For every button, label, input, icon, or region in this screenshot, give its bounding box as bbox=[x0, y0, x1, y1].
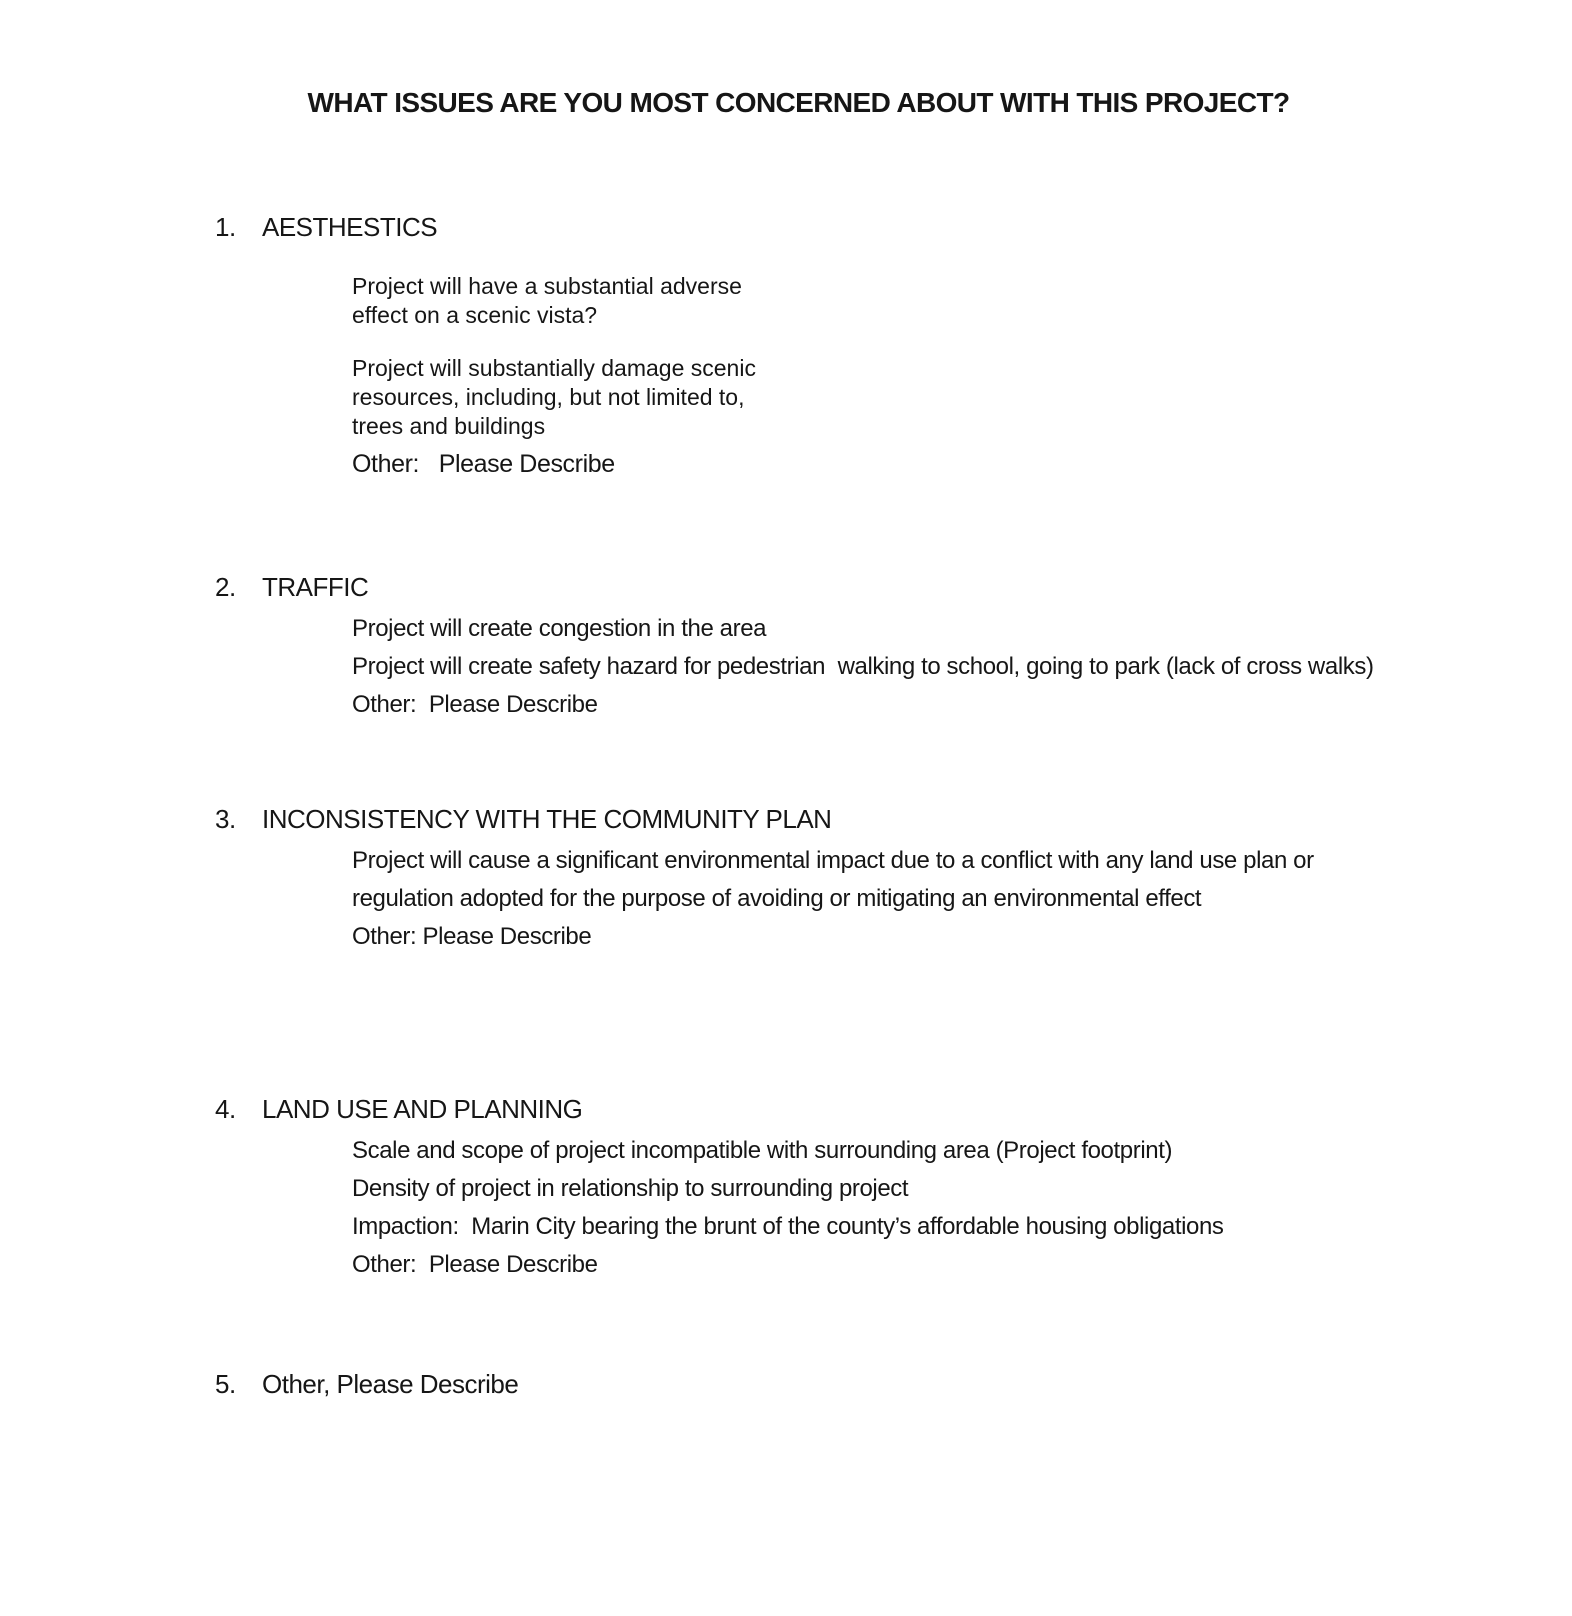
section-other bbox=[215, 1367, 1382, 1401]
section-number: 5. bbox=[215, 1369, 236, 1399]
concern-item: Impaction: Marin City bearing the brunt of the county’s affordable housing obligations bbox=[352, 1213, 1224, 1240]
section-heading: Other, Please Describe bbox=[262, 1369, 519, 1399]
concern-item: Project will create congestion in the area bbox=[352, 615, 767, 642]
section-heading: TRAFFIC bbox=[262, 572, 369, 602]
section-land-use-planning bbox=[215, 1092, 1382, 1284]
concern-item: Project will substantially damage scenic resources, including, but not limited to, trees and buildings bbox=[352, 355, 763, 439]
document-title: WHAT ISSUES ARE YOU MOST CONCERNED ABOUT WITH THIS PROJECT? bbox=[307, 87, 1290, 118]
section-body bbox=[352, 610, 1382, 724]
section-inconsistency-community-plan bbox=[215, 802, 1382, 956]
section-heading: AESTHESTICS bbox=[262, 212, 438, 242]
section-aesthestics bbox=[215, 210, 1382, 480]
section-body bbox=[352, 842, 1382, 956]
section-heading-row bbox=[215, 210, 1382, 244]
section-body bbox=[352, 272, 1382, 480]
other-describe-line: Other: Please Describe bbox=[352, 923, 592, 950]
other-describe-line: Other: Please Describe bbox=[352, 1251, 598, 1278]
other-describe-line: Other: Please Describe bbox=[352, 450, 615, 478]
section-number: 2. bbox=[215, 572, 236, 602]
section-number: 1. bbox=[215, 212, 236, 242]
section-heading-row bbox=[215, 1367, 1382, 1401]
section-number: 4. bbox=[215, 1094, 236, 1124]
other-describe-line: Other: Please Describe bbox=[352, 691, 598, 718]
concern-item: Density of project in relationship to surrounding project bbox=[352, 1175, 909, 1202]
concern-item: Project will have a substantial adverse effect on a scenic vista? bbox=[352, 273, 749, 328]
concern-item: Scale and scope of project incompatible with surrounding area (Project footprint) bbox=[352, 1137, 1173, 1164]
section-heading: LAND USE AND PLANNING bbox=[262, 1094, 583, 1124]
section-heading-row bbox=[215, 802, 1382, 836]
concern-item: Project will create safety hazard for pedestrian walking to school, going to park (lack of cross walks) bbox=[352, 653, 1374, 680]
section-traffic bbox=[215, 570, 1382, 724]
section-number: 3. bbox=[215, 804, 236, 834]
section-heading: INCONSISTENCY WITH THE COMMUNITY PLAN bbox=[262, 804, 832, 834]
concern-item: Project will cause a significant environmental impact due to a conflict with any land use plan or regulation adopted for the purpose of avoiding or mitigating an environmental effect bbox=[352, 847, 1321, 912]
section-heading-row bbox=[215, 570, 1382, 604]
section-body bbox=[352, 1132, 1382, 1284]
section-heading-row bbox=[215, 1092, 1382, 1126]
